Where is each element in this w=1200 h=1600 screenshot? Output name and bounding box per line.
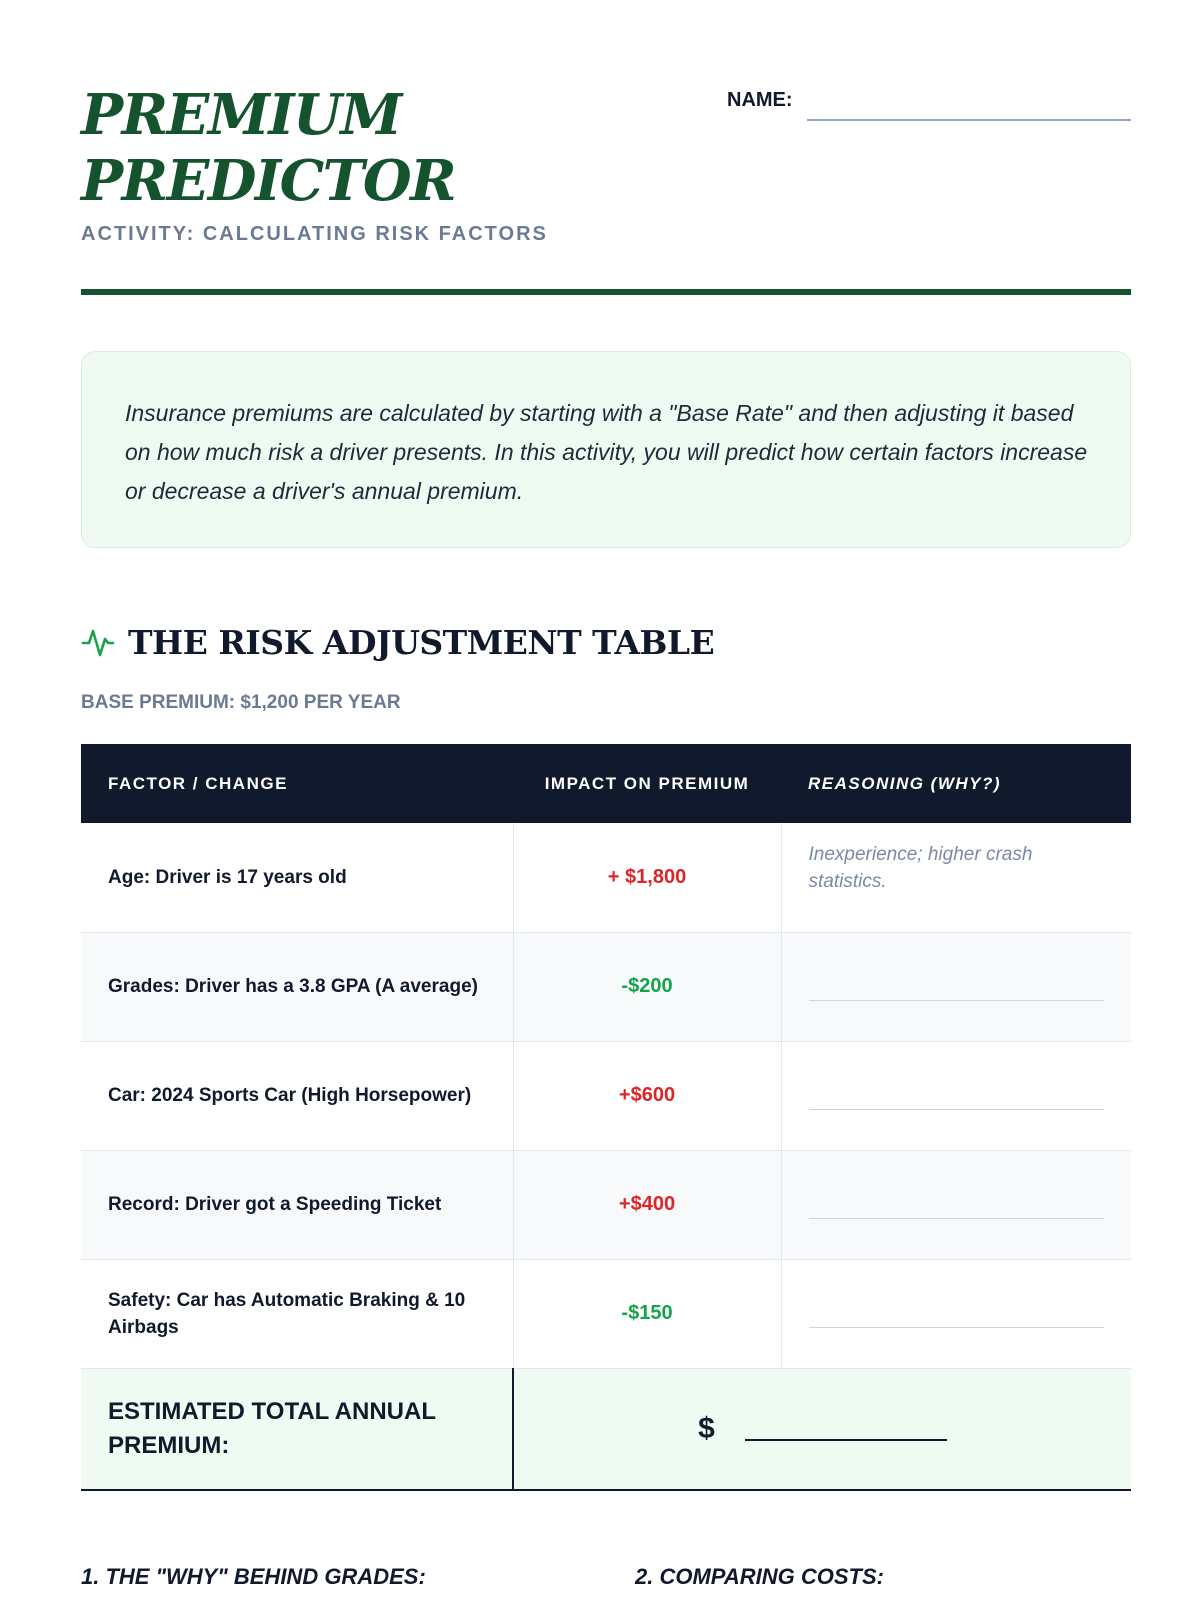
impact-cell: + $1,800 [513,823,781,932]
intro-text: Insurance premiums are calculated by starting with a "Base Rate" and then adjusting it based on how much risk a driver presents. In this activity, you will predict how certain factors increase or decrease a driver's annual premium. [125,400,1088,504]
pulse-icon [81,625,115,659]
factor-cell: Age: Driver is 17 years old [81,823,513,932]
total-row [81,1368,1131,1490]
table-row [81,932,1131,1041]
question-1-heading: 1. THE "WHY" BEHIND GRADES: [81,1564,426,1589]
header-divider [81,289,1131,295]
risk-adjustment-table [81,744,1131,1491]
table-row [81,1041,1131,1150]
reasoning-answer-line[interactable] [809,1109,1105,1110]
impact-cell: -$150 [513,1259,781,1368]
factor-cell: Record: Driver got a Speeding Ticket [81,1150,513,1259]
activity-subtitle: ACTIVITY: CALCULATING RISK FACTORS [81,223,548,245]
reasoning-answer-line[interactable] [809,1000,1105,1001]
factor-cell: Grades: Driver has a 3.8 GPA (A average) [81,932,513,1041]
factor-cell: Safety: Car has Automatic Braking & 10 Airbags [81,1259,513,1368]
base-premium: BASE PREMIUM: $1,200 PER YEAR [81,692,401,713]
column-header-factor: FACTOR / CHANGE [81,744,513,823]
total-label: ESTIMATED TOTAL ANNUAL PREMIUM: [81,1368,513,1490]
currency-symbol: $ [698,1412,715,1446]
table-row [81,823,1131,932]
reasoning-cell [781,1259,1131,1368]
total-value-cell [513,1368,1131,1490]
impact-cell: +$400 [513,1150,781,1259]
impact-cell: +$600 [513,1041,781,1150]
factor-cell: Car: 2024 Sports Car (High Horsepower) [81,1041,513,1150]
reasoning-cell [781,1150,1131,1259]
table-header-row [81,744,1131,823]
table-row [81,1259,1131,1368]
section-title: THE RISK ADJUSTMENT TABLE [128,622,715,662]
worksheet-title [81,82,455,214]
title-line-2: PREDICTOR [81,148,456,214]
section-heading [81,620,714,664]
reasoning-answer-line[interactable] [809,1327,1105,1328]
reasoning-answer-line[interactable] [809,1218,1105,1219]
name-label: NAME: [727,89,793,111]
column-header-reasoning: REASONING (WHY?) [781,744,1131,823]
reasoning-example: Inexperience; higher crash statistics. [808,844,1033,893]
reasoning-cell [781,1041,1131,1150]
column-header-impact: IMPACT ON PREMIUM [513,744,781,823]
table-row [81,1150,1131,1259]
impact-cell: -$200 [513,932,781,1041]
reasoning-cell [781,932,1131,1041]
intro-box [81,351,1131,548]
reasoning-cell [781,823,1131,932]
title-line-1: PREMIUM [81,82,401,148]
name-field[interactable] [807,119,1131,121]
total-answer-line[interactable] [745,1439,947,1441]
question-2-heading: 2. COMPARING COSTS: [635,1564,884,1589]
